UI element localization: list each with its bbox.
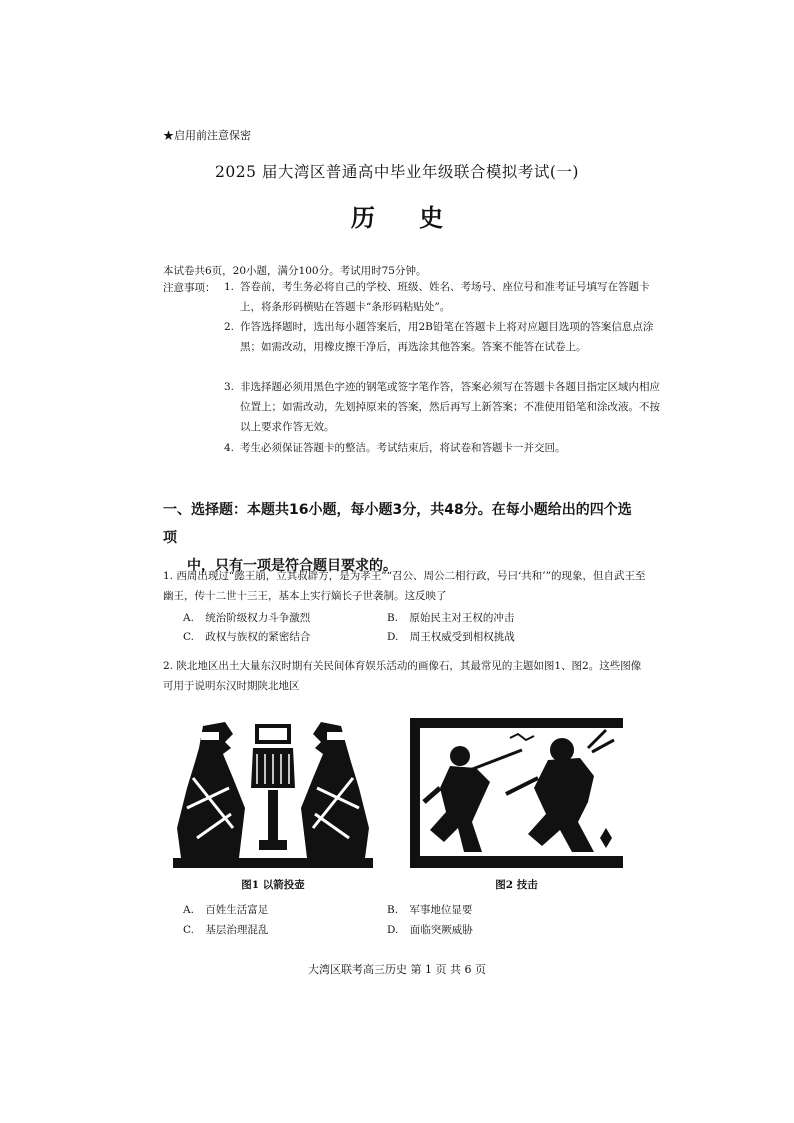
question-1-stem: 1. 西周出现过“懿王崩，立其叔辟方，是为孝王”“召公、周公二相行政，号曰‘共和’”的现象，但自武王至幽王，传十二世十三王，基本上实行嫡长子世袭制。这反映了 <box>163 570 646 602</box>
option-text: 基层治理混乱 <box>205 924 269 936</box>
option-key: A. <box>183 904 194 916</box>
figure-1-caption: 图1 以箭投壶 <box>241 879 305 891</box>
section-heading-line1: 一、选择题：本题共16小题，每小题3分，共48分。在每小题给出的四个选项 <box>163 502 632 546</box>
option-text: 百姓生活富足 <box>205 904 269 916</box>
option-text: 原始民主对王权的冲击 <box>409 612 515 624</box>
option-key: D. <box>387 631 399 643</box>
option-key: B. <box>387 612 399 624</box>
q2-option-a <box>183 902 268 917</box>
option-text: 统治阶级权力斗争激烈 <box>205 612 311 624</box>
q2-option-c <box>183 922 268 937</box>
q1-option-a <box>183 610 310 625</box>
q2-option-b <box>387 902 472 917</box>
option-text: 政权与族权的紧密结合 <box>205 631 311 643</box>
option-key: D. <box>387 924 399 936</box>
option-text: 军事地位显要 <box>409 904 473 916</box>
q1-option-c <box>183 629 310 644</box>
figure-2-image <box>410 718 623 868</box>
notice-item-4 <box>224 438 664 460</box>
combat-rubbing <box>410 718 623 868</box>
notice-item-2 <box>224 317 664 379</box>
q1-option-d <box>387 629 515 644</box>
notice-text: 考生必须保证答题卡的整洁。考试结束后，将试卷和答题卡一并交回。 <box>240 442 566 454</box>
q1-option-b <box>387 610 514 625</box>
notice-label: 注意事项： <box>163 282 216 294</box>
notice-text: 非选择题必须用黑色字迹的钢笔或签字笔作答，答案必须写在答题卡各题目指定区域内相应位置上；如需改动，先划掉原来的答案，然后再写上新答案；不准使用铅笔和涂改液。不按以上要求作答无效。 <box>240 381 660 433</box>
option-key: A. <box>183 612 194 624</box>
notice-text: 答卷前，考生务必将自己的学校、班级、姓名、考场号、座位号和准考证号填写在答题卡上，将条形码横贴在答题卡“条形码粘贴处”。 <box>240 281 650 313</box>
notice-number: 4. <box>224 442 235 454</box>
page-footer: 大湾区联考高三历史 第 1 页 共 6 页 <box>308 963 486 976</box>
notice-text: 作答选择题时，选出每小题答案后，用2B铅笔在答题卡上将对应题目选项的答案信息点涂黑；如需改动，用橡皮擦干净后，再选涂其他答案。答案不能答在试卷上。 <box>240 321 654 353</box>
q2-option-d <box>387 922 473 937</box>
notice-item-3 <box>224 377 664 439</box>
pitch-pot-rubbing <box>173 718 373 868</box>
notice-item-1 <box>224 277 664 319</box>
option-text: 周王权威受到相权挑战 <box>409 631 515 643</box>
question-2-stem: 2. 陕北地区出土大量东汉时期有关民间体育娱乐活动的画像石，其最常见的主题如图1、图2。这些图像可用于说明东汉时期陕北地区 <box>163 660 642 692</box>
figure-1-image <box>173 718 373 868</box>
option-key: C. <box>183 631 194 643</box>
subject-title: 历 史 <box>350 203 462 232</box>
exam-intro: 本试卷共6页，20小题，满分100分。考试用时75分钟。 <box>163 265 427 277</box>
notice-number: 1. <box>224 281 235 293</box>
notice-number: 3. <box>224 381 235 393</box>
exam-title: 2025 届大湾区普通高中毕业年级联合模拟考试(一) <box>215 163 579 181</box>
option-key: C. <box>183 924 194 936</box>
option-key: B. <box>387 904 399 916</box>
option-text: 面临突厥威胁 <box>409 924 473 936</box>
figure-2-caption: 图2 技击 <box>495 879 538 891</box>
section-heading-line2: 中，只有一项是符合题目要求的。 <box>187 558 397 574</box>
confidential-mark: ★启用前注意保密 <box>163 129 251 142</box>
notice-number: 2. <box>224 321 235 333</box>
